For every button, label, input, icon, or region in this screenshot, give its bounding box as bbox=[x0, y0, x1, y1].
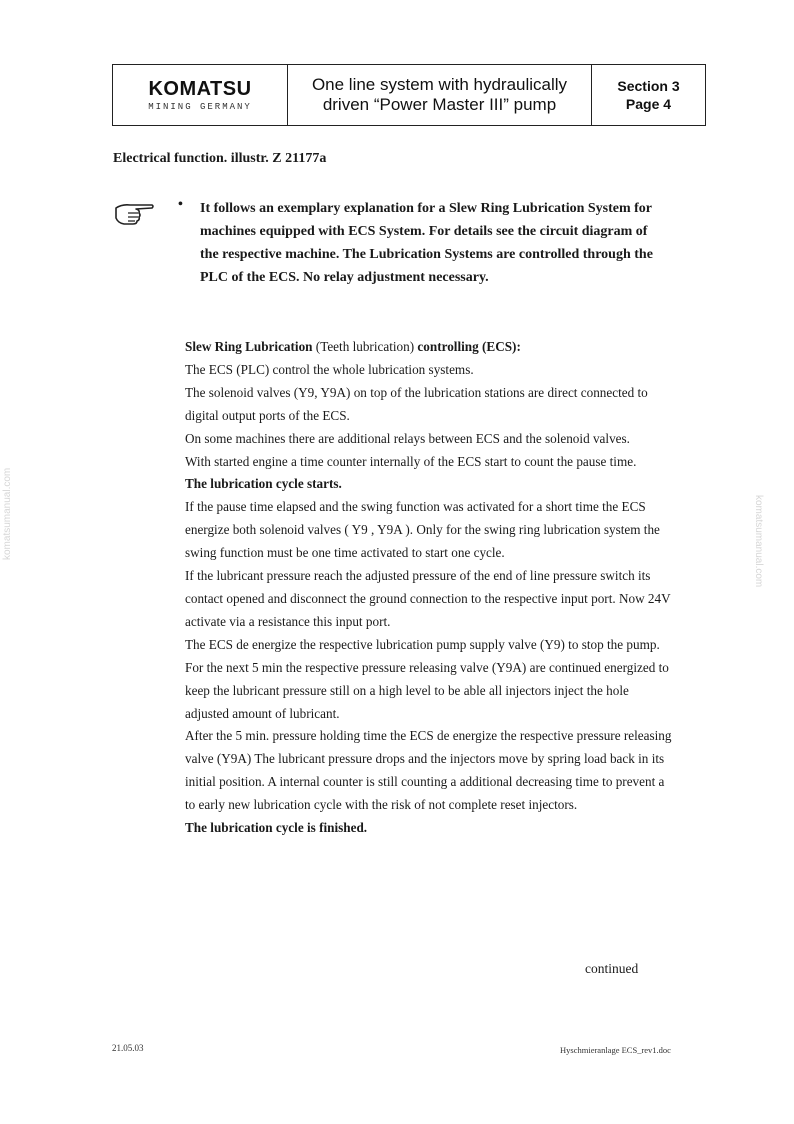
section-heading bbox=[185, 336, 675, 359]
paragraph-2: The solenoid valves (Y9, Y9A) on top of the lubrication stations are direct connected to digital output ports of the ECS. bbox=[185, 384, 648, 423]
document-title-line-1: One line system with hydraulically bbox=[311, 75, 568, 94]
komatsu-logo: KOMATSU bbox=[148, 78, 252, 100]
pointing-hand-icon bbox=[114, 200, 156, 226]
document-header bbox=[112, 64, 706, 126]
paragraph-7: The ECS de energize the respective lubrication pump supply valve (Y9) to stop the pump. For the next 5 min the respective pressure releasing valve (Y9A) are continued energized to keep the lubricant pressure still on a high level to be able all injectors inject the hole adjusted amount of lubricant. bbox=[185, 636, 669, 721]
footer-filename: Hyschmieranlage ECS_rev1.doc bbox=[560, 1045, 671, 1055]
title-cell bbox=[288, 65, 592, 125]
heading-normal: (Teeth lubrication) bbox=[312, 339, 418, 354]
body-text bbox=[185, 336, 675, 840]
continued-label: continued bbox=[585, 961, 639, 976]
heading-bold-1: Slew Ring Lubrication bbox=[185, 339, 313, 354]
paragraph-1: The ECS (PLC) control the whole lubrication systems. bbox=[185, 361, 474, 377]
subheading: Electrical function. illustr. Z 21177a bbox=[113, 151, 327, 166]
footer-date: 21.05.03 bbox=[112, 1043, 144, 1053]
paragraph-5: If the pause time elapsed and the swing function was activated for a short time the ECS energize both solenoid valves ( Y9 , Y9A ). Only for the swing ring lubrication system the swing function must be one time activated to start one cycle. bbox=[185, 499, 660, 561]
logo-cell bbox=[113, 65, 288, 125]
section-cell bbox=[592, 65, 705, 125]
heading-bold-2: controlling (ECS): bbox=[417, 339, 521, 354]
section-number: Section 3 bbox=[617, 78, 680, 94]
page-number: Page 4 bbox=[625, 96, 672, 112]
paragraph-4: With started engine a time counter internally of the ECS start to count the pause time. bbox=[185, 453, 637, 469]
watermark-left: komatsumanual.com bbox=[2, 467, 13, 560]
bullet: • bbox=[178, 197, 183, 212]
paragraph-8: After the 5 min. pressure holding time the ECS de energize the respective pressure releasing valve (Y9A) The lubricant pressure drops and the injectors move by spring load back in its initial position. A internal counter is still counting a additional decreasing time to prevent a to early new lubrication cycle with the risk of not complete reset injectors. bbox=[185, 728, 672, 813]
paragraph-6: If the lubricant pressure reach the adjusted pressure of the end of line pressure switch its contact opened and disconnect the ground connection to the respective input port. Now 24V activate via a resistance this input port. bbox=[185, 568, 671, 629]
cycle-start-heading: The lubrication cycle starts. bbox=[185, 476, 342, 492]
logo-subtitle: MINING GERMANY bbox=[148, 102, 252, 112]
watermark-right: komatsumanual.com bbox=[753, 495, 764, 588]
paragraph-3: On some machines there are additional relays between ECS and the solenoid valves. bbox=[185, 430, 630, 446]
note-text: It follows an exemplary explanation for a Slew Ring Lubrication System for machines equipped with ECS System. For details see the circuit diagram of the respective machine. The Lubrication Systems are controlled through the PLC of the ECS. No relay adjustment necessary. bbox=[200, 201, 653, 285]
note-block bbox=[178, 197, 668, 289]
cycle-end-heading: The lubrication cycle is finished. bbox=[185, 820, 368, 836]
document-title-line-2: driven “Power Master III” pump bbox=[322, 95, 557, 114]
